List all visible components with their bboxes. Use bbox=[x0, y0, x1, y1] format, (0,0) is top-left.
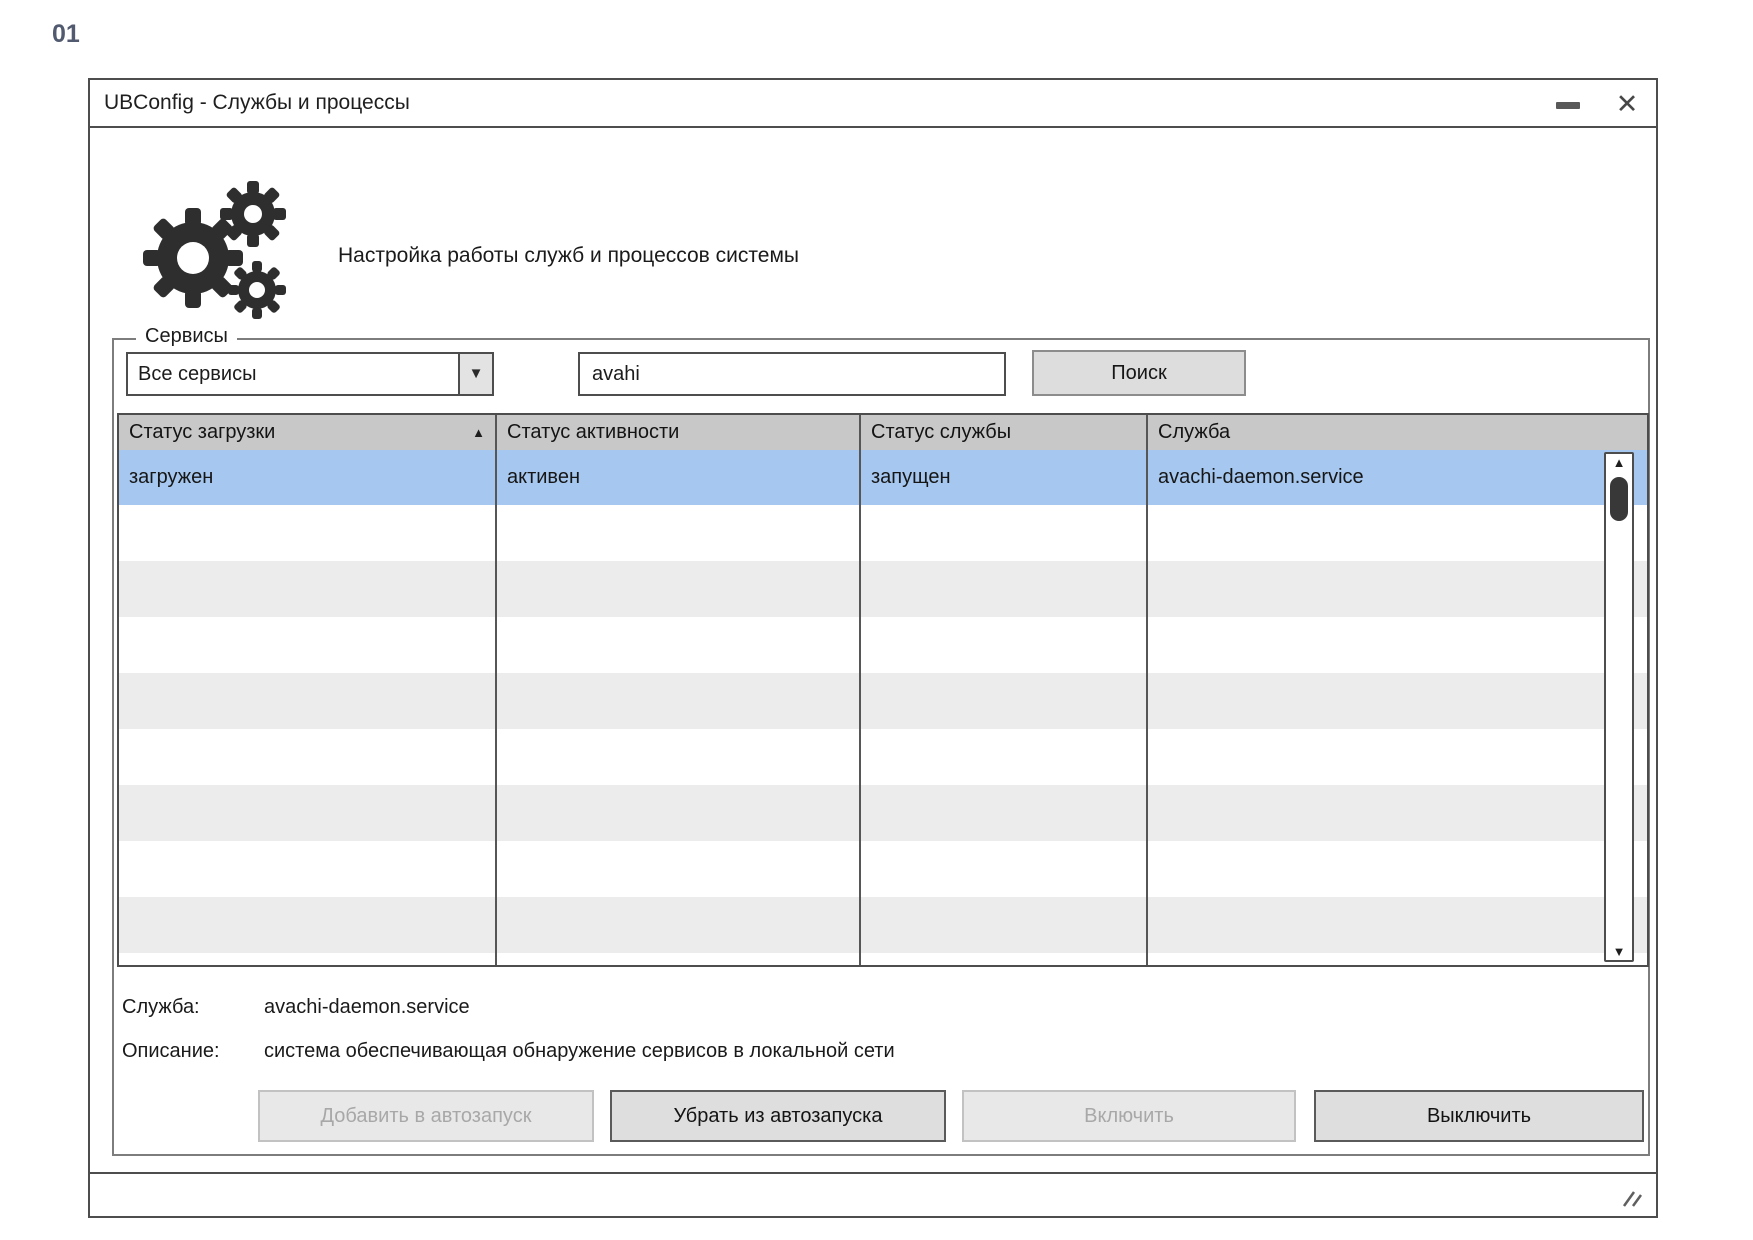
description-label: Описание: bbox=[122, 1040, 220, 1062]
column-header-service[interactable]: Служба bbox=[1158, 421, 1231, 443]
minimize-icon[interactable] bbox=[1556, 102, 1580, 109]
table-row bbox=[119, 617, 1647, 673]
scroll-up-icon[interactable]: ▲ bbox=[1612, 455, 1626, 470]
column-header-label: Статус загрузки bbox=[129, 421, 276, 443]
search-input[interactable] bbox=[578, 352, 1006, 396]
cell-active-status: активен bbox=[497, 450, 861, 505]
table-row bbox=[119, 561, 1647, 617]
services-groupbox bbox=[112, 325, 1650, 1156]
service-detail-row bbox=[122, 996, 470, 1019]
table-header-row bbox=[119, 415, 1647, 450]
disable-service-button[interactable]: Выключить bbox=[1314, 1090, 1644, 1142]
table-row bbox=[119, 897, 1647, 953]
scroll-down-icon[interactable]: ▼ bbox=[1612, 944, 1626, 959]
column-header-active-status[interactable]: Статус активности bbox=[497, 415, 861, 450]
sort-ascending-icon: ▲ bbox=[472, 425, 485, 440]
status-bar bbox=[90, 1172, 1656, 1216]
cell-load-status: загружен bbox=[119, 450, 497, 505]
scrollbar-thumb[interactable] bbox=[1610, 477, 1628, 521]
cell-service-name: avachi-daemon.service bbox=[1158, 466, 1364, 488]
column-header-service-status[interactable]: Статус службы bbox=[861, 415, 1148, 450]
services-table bbox=[117, 413, 1649, 967]
title-bar bbox=[90, 80, 1656, 128]
remove-from-autostart-button[interactable]: Убрать из автозапуска bbox=[610, 1090, 946, 1142]
vertical-scrollbar[interactable] bbox=[1604, 452, 1634, 962]
table-row bbox=[119, 505, 1647, 561]
resize-grip-icon[interactable] bbox=[1620, 1188, 1646, 1208]
close-icon[interactable]: ✕ bbox=[1615, 89, 1639, 119]
table-row bbox=[119, 673, 1647, 729]
app-window bbox=[88, 78, 1658, 1218]
gears-icon bbox=[135, 178, 295, 328]
service-value: avachi-daemon.service bbox=[264, 996, 470, 1018]
slide-number: 01 bbox=[52, 20, 80, 48]
table-row bbox=[119, 841, 1647, 897]
table-row bbox=[119, 729, 1647, 785]
window-title: UBConfig - Службы и процессы bbox=[104, 91, 410, 114]
table-row bbox=[119, 953, 1647, 967]
column-header-load-status[interactable] bbox=[119, 415, 497, 450]
description-value: система обеспечивающая обнаружение сервисов в локальной сети bbox=[264, 1040, 895, 1062]
dropdown-selected-value: Все сервисы bbox=[138, 363, 257, 385]
service-label: Служба: bbox=[122, 996, 200, 1018]
table-row-selected[interactable] bbox=[119, 450, 1647, 505]
chevron-down-icon[interactable]: ▼ bbox=[458, 354, 492, 394]
add-to-autostart-button: Добавить в автозапуск bbox=[258, 1090, 594, 1142]
cell-service-status: запущен bbox=[861, 450, 1148, 505]
enable-service-button: Включить bbox=[962, 1090, 1296, 1142]
description-detail-row bbox=[122, 1040, 895, 1063]
app-description: Настройка работы служб и процессов системы bbox=[338, 244, 799, 267]
service-filter-dropdown[interactable] bbox=[126, 352, 494, 396]
table-row bbox=[119, 785, 1647, 841]
groupbox-legend: Сервисы bbox=[136, 325, 237, 348]
search-button[interactable]: Поиск bbox=[1032, 350, 1246, 396]
